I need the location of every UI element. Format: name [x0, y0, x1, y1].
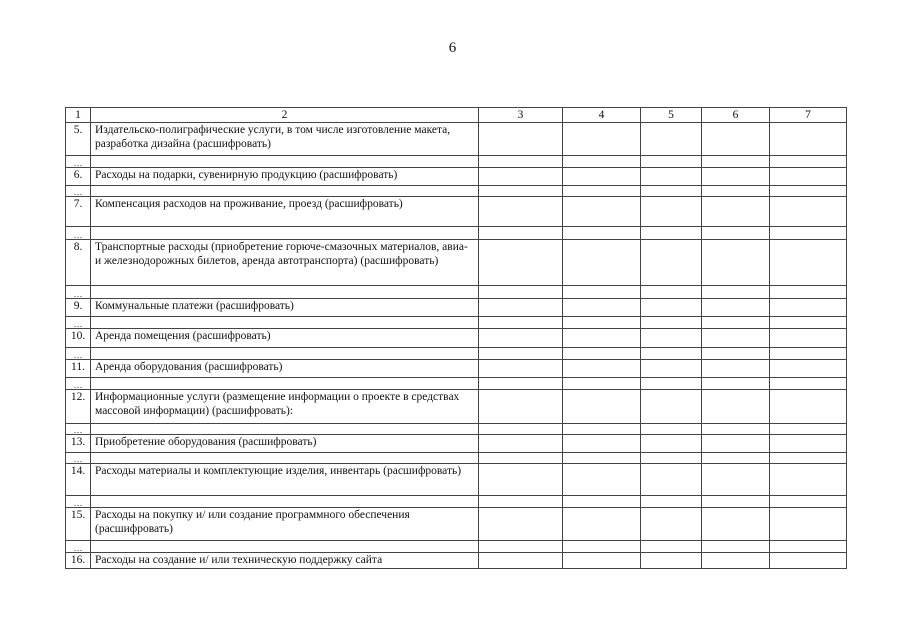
value-cell-col5	[641, 360, 702, 378]
empty-cell-col5	[641, 496, 702, 508]
empty-cell-col7	[770, 541, 847, 553]
value-cell-col6	[702, 464, 770, 496]
value-cell-col5	[641, 464, 702, 496]
value-cell-col5	[641, 390, 702, 424]
value-cell-col6	[702, 123, 770, 156]
value-cell-col7	[770, 197, 847, 227]
value-cell-col3	[479, 390, 563, 424]
empty-cell-col6	[702, 348, 770, 360]
empty-cell-col5	[641, 348, 702, 360]
table-row	[66, 553, 847, 569]
ellipsis-marker: …	[66, 286, 91, 299]
value-cell-col5	[641, 553, 702, 569]
empty-cell-col2	[91, 378, 479, 390]
row-description: Расходы на подарки, сувенирную продукцию (расшифровать)	[91, 168, 479, 186]
value-cell-col6	[702, 390, 770, 424]
ellipsis-marker: …	[66, 227, 91, 240]
value-cell-col7	[770, 240, 847, 286]
empty-cell-col3	[479, 541, 563, 553]
value-cell-col5	[641, 168, 702, 186]
empty-cell-col2	[91, 348, 479, 360]
value-cell-col3	[479, 553, 563, 569]
column-header-1: 1	[66, 108, 91, 123]
row-number: 7.	[66, 197, 91, 227]
empty-cell-col3	[479, 496, 563, 508]
table-body	[66, 108, 847, 569]
row-description: Расходы материалы и комплектующие изделия, инвентарь (расшифровать)	[91, 464, 479, 496]
row-number: 13.	[66, 435, 91, 453]
value-cell-col4	[563, 508, 641, 541]
empty-cell-col6	[702, 453, 770, 464]
row-description: Издательско-полиграфические услуги, в том числе изготовление макета, разработка дизайна (расшифровать)	[91, 123, 479, 156]
value-cell-col3	[479, 508, 563, 541]
empty-cell-col4	[563, 317, 641, 329]
value-cell-col4	[563, 435, 641, 453]
empty-cell-col3	[479, 424, 563, 435]
empty-cell-col7	[770, 286, 847, 299]
value-cell-col6	[702, 435, 770, 453]
empty-cell-col3	[479, 227, 563, 240]
row-description: Аренда помещения (расшифровать)	[91, 329, 479, 348]
row-number: 8.	[66, 240, 91, 286]
table-row	[66, 435, 847, 453]
value-cell-col3	[479, 168, 563, 186]
value-cell-col6	[702, 299, 770, 317]
empty-cell-col6	[702, 317, 770, 329]
row-number: 10.	[66, 329, 91, 348]
table-row-ellipsis	[66, 156, 847, 168]
value-cell-col6	[702, 168, 770, 186]
value-cell-col4	[563, 390, 641, 424]
value-cell-col3	[479, 360, 563, 378]
table-row-ellipsis	[66, 496, 847, 508]
table-row-ellipsis	[66, 186, 847, 197]
ellipsis-marker: …	[66, 348, 91, 360]
value-cell-col7	[770, 435, 847, 453]
table-row-ellipsis	[66, 348, 847, 360]
column-header-3: 3	[479, 108, 563, 123]
row-number: 9.	[66, 299, 91, 317]
empty-cell-col2	[91, 453, 479, 464]
value-cell-col7	[770, 553, 847, 569]
table-row	[66, 299, 847, 317]
value-cell-col5	[641, 240, 702, 286]
value-cell-col7	[770, 329, 847, 348]
table-row-ellipsis	[66, 317, 847, 329]
value-cell-col4	[563, 168, 641, 186]
empty-cell-col7	[770, 317, 847, 329]
value-cell-col5	[641, 329, 702, 348]
value-cell-col4	[563, 240, 641, 286]
empty-cell-col4	[563, 541, 641, 553]
table-row-ellipsis	[66, 453, 847, 464]
value-cell-col3	[479, 435, 563, 453]
empty-cell-col6	[702, 186, 770, 197]
row-number: 5.	[66, 123, 91, 156]
empty-cell-col4	[563, 378, 641, 390]
empty-cell-col5	[641, 317, 702, 329]
empty-cell-col4	[563, 227, 641, 240]
empty-cell-col5	[641, 286, 702, 299]
ellipsis-marker: …	[66, 378, 91, 390]
empty-cell-col2	[91, 496, 479, 508]
empty-cell-col2	[91, 541, 479, 553]
value-cell-col5	[641, 299, 702, 317]
empty-cell-col5	[641, 424, 702, 435]
value-cell-col6	[702, 553, 770, 569]
table-row	[66, 390, 847, 424]
value-cell-col3	[479, 197, 563, 227]
empty-cell-col5	[641, 227, 702, 240]
empty-cell-col2	[91, 424, 479, 435]
value-cell-col6	[702, 240, 770, 286]
row-number: 14.	[66, 464, 91, 496]
table-row	[66, 508, 847, 541]
table-row	[66, 360, 847, 378]
empty-cell-col2	[91, 156, 479, 168]
value-cell-col4	[563, 553, 641, 569]
table-row	[66, 123, 847, 156]
row-description: Коммунальные платежи (расшифровать)	[91, 299, 479, 317]
empty-cell-col7	[770, 496, 847, 508]
value-cell-col3	[479, 299, 563, 317]
ellipsis-marker: …	[66, 186, 91, 197]
table-row	[66, 240, 847, 286]
empty-cell-col7	[770, 424, 847, 435]
empty-cell-col2	[91, 227, 479, 240]
value-cell-col6	[702, 508, 770, 541]
empty-cell-col4	[563, 156, 641, 168]
value-cell-col7	[770, 508, 847, 541]
empty-cell-col4	[563, 424, 641, 435]
empty-cell-col5	[641, 541, 702, 553]
value-cell-col5	[641, 435, 702, 453]
page-number: 6	[448, 40, 457, 56]
table-row-ellipsis	[66, 286, 847, 299]
value-cell-col7	[770, 464, 847, 496]
column-header-7: 7	[770, 108, 847, 123]
table-row-ellipsis	[66, 541, 847, 553]
value-cell-col7	[770, 299, 847, 317]
value-cell-col3	[479, 123, 563, 156]
empty-cell-col5	[641, 186, 702, 197]
table-row	[66, 168, 847, 186]
empty-cell-col5	[641, 378, 702, 390]
row-number: 12.	[66, 390, 91, 424]
row-number: 6.	[66, 168, 91, 186]
empty-cell-col3	[479, 317, 563, 329]
column-header-6: 6	[702, 108, 770, 123]
empty-cell-col6	[702, 424, 770, 435]
value-cell-col7	[770, 168, 847, 186]
row-description: Приобретение оборудования (расшифровать)	[91, 435, 479, 453]
column-header-2: 2	[91, 108, 479, 123]
value-cell-col7	[770, 390, 847, 424]
row-description: Расходы на создание и/ или техническую поддержку сайта	[91, 553, 479, 569]
empty-cell-col2	[91, 186, 479, 197]
empty-cell-col7	[770, 227, 847, 240]
empty-cell-col4	[563, 496, 641, 508]
row-number: 15.	[66, 508, 91, 541]
row-number: 16.	[66, 553, 91, 569]
empty-cell-col3	[479, 378, 563, 390]
empty-cell-col4	[563, 186, 641, 197]
table-row	[66, 197, 847, 227]
value-cell-col4	[563, 299, 641, 317]
ellipsis-marker: …	[66, 156, 91, 168]
empty-cell-col7	[770, 186, 847, 197]
value-cell-col5	[641, 508, 702, 541]
ellipsis-marker: …	[66, 424, 91, 435]
empty-cell-col5	[641, 156, 702, 168]
empty-cell-col5	[641, 453, 702, 464]
ellipsis-marker: …	[66, 496, 91, 508]
empty-cell-col6	[702, 286, 770, 299]
value-cell-col7	[770, 360, 847, 378]
ellipsis-marker: …	[66, 317, 91, 329]
table-row	[66, 464, 847, 496]
value-cell-col4	[563, 329, 641, 348]
value-cell-col4	[563, 123, 641, 156]
empty-cell-col3	[479, 156, 563, 168]
ellipsis-marker: …	[66, 541, 91, 553]
empty-cell-col6	[702, 496, 770, 508]
row-description: Аренда оборудования (расшифровать)	[91, 360, 479, 378]
value-cell-col3	[479, 464, 563, 496]
empty-cell-col3	[479, 186, 563, 197]
empty-cell-col4	[563, 453, 641, 464]
empty-cell-col6	[702, 227, 770, 240]
empty-cell-col3	[479, 453, 563, 464]
row-description: Информационные услуги (размещение информации о проекте в средствах массовой информации) (расшифровать):	[91, 390, 479, 424]
empty-cell-col7	[770, 348, 847, 360]
empty-cell-col2	[91, 317, 479, 329]
empty-cell-col7	[770, 453, 847, 464]
row-description: Компенсация расходов на проживание, проезд (расшифровать)	[91, 197, 479, 227]
table-row-ellipsis	[66, 227, 847, 240]
empty-cell-col6	[702, 378, 770, 390]
empty-cell-col2	[91, 286, 479, 299]
table-row-ellipsis	[66, 378, 847, 390]
empty-cell-col6	[702, 156, 770, 168]
empty-cell-col7	[770, 156, 847, 168]
empty-cell-col6	[702, 541, 770, 553]
value-cell-col6	[702, 197, 770, 227]
value-cell-col6	[702, 360, 770, 378]
column-header-5: 5	[641, 108, 702, 123]
row-description: Транспортные расходы (приобретение горюче-смазочных материалов, авиа- и железнодорожных билетов, аренда автотранспорта) (расшифровать)	[91, 240, 479, 286]
value-cell-col7	[770, 123, 847, 156]
table-row	[66, 329, 847, 348]
empty-cell-col3	[479, 348, 563, 360]
table-row-ellipsis	[66, 424, 847, 435]
value-cell-col3	[479, 329, 563, 348]
header-row	[66, 108, 847, 123]
column-header-4: 4	[563, 108, 641, 123]
row-description: Расходы на покупку и/ или создание программного обеспечения (расшифровать)	[91, 508, 479, 541]
row-number: 11.	[66, 360, 91, 378]
value-cell-col4	[563, 360, 641, 378]
ellipsis-marker: …	[66, 453, 91, 464]
empty-cell-col4	[563, 348, 641, 360]
budget-table	[65, 107, 847, 569]
value-cell-col6	[702, 329, 770, 348]
value-cell-col4	[563, 464, 641, 496]
empty-cell-col3	[479, 286, 563, 299]
empty-cell-col4	[563, 286, 641, 299]
value-cell-col4	[563, 197, 641, 227]
value-cell-col5	[641, 197, 702, 227]
empty-cell-col7	[770, 378, 847, 390]
value-cell-col5	[641, 123, 702, 156]
value-cell-col3	[479, 240, 563, 286]
